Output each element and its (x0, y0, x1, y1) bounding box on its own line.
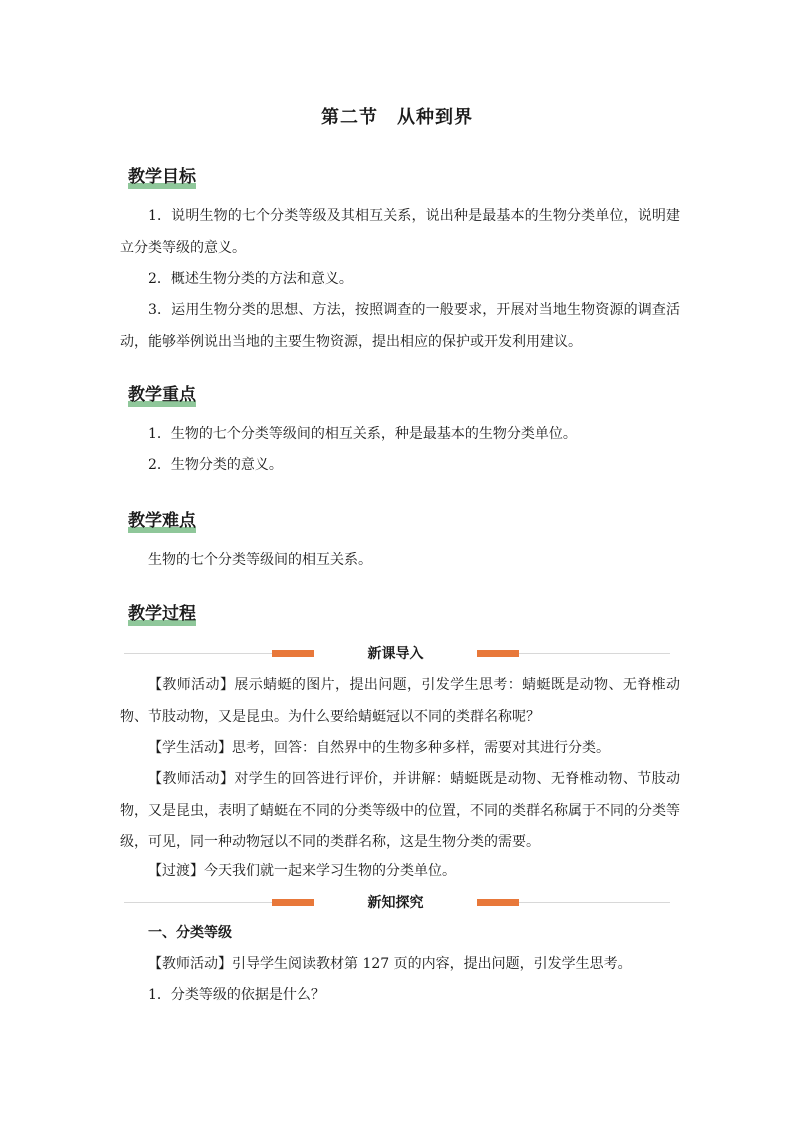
explore-para-2: 1．分类等级的依据是什么？ (148, 987, 325, 1003)
section-divider-intro (124, 645, 670, 663)
intro-para-3: 【教师活动】对学生的回答进行评价，并讲解：蜻蜓既是动物、无脊椎动物、节肢动物，又是昆虫，表明了蜻蜓在不同的分类等级中的位置，不同的类群名称属于不同的分类等级，可见，同一种动物冠以不同的类群名称，这是生物分类的需要。 (120, 771, 680, 851)
difficulty-item-1: 生物的七个分类等级间的相互关系。 (148, 552, 372, 568)
intro-para-4: 【过渡】今天我们就一起来学习生物的分类单位。 (148, 863, 456, 879)
difficulties-heading-text: 教学难点 (128, 511, 196, 531)
divider-label-explore: 新知探究 (314, 892, 477, 912)
explore-para-1: 【教师活动】引导学生阅读教材第 127 页的内容，提出问题，引发学生思考。 (148, 956, 632, 972)
objective-item-2: 2．概述生物分类的方法和意义。 (148, 271, 353, 287)
objective-item-3: 3．运用生物分类的思想、方法，按照调查的一般要求，开展对当地生物资源的调查活动，能够举例说出当地的主要生物资源，提出相应的保护或开发利用建议。 (120, 302, 680, 350)
intro-para-2: 【学生活动】思考，回答：自然界中的生物多种多样，需要对其进行分类。 (148, 740, 610, 756)
divider-bar-left (272, 899, 314, 906)
divider-bar-right (477, 650, 519, 657)
process-heading (128, 599, 196, 624)
key-point-item-2: 2．生物分类的意义。 (148, 457, 283, 473)
objectives-heading (128, 162, 196, 187)
intro-para-1: 【教师活动】展示蜻蜓的图片，提出问题，引发学生思考：蜻蜓既是动物、无脊椎动物、节肢动物，又是昆虫。为什么要给蜻蜓冠以不同的类群名称呢？ (120, 677, 680, 725)
objectives-heading-text: 教学目标 (128, 167, 196, 187)
page-title: 第二节 从种到界 (321, 107, 473, 128)
divider-label-intro: 新课导入 (314, 643, 477, 663)
sub-heading-classification-levels: 一、分类等级 (148, 925, 232, 941)
key-point-item-1: 1．生物的七个分类等级间的相互关系，种是最基本的生物分类单位。 (148, 426, 577, 442)
section-divider-explore (124, 894, 670, 912)
key-points-heading-text: 教学重点 (128, 385, 196, 405)
key-points-heading (128, 380, 196, 405)
process-heading-text: 教学过程 (128, 604, 196, 624)
objective-item-1: 1．说明生物的七个分类等级及其相互关系，说出种是最基本的生物分类单位，说明建立分类等级的意义。 (120, 208, 680, 256)
divider-bar-right (477, 899, 519, 906)
difficulties-heading (128, 506, 196, 531)
divider-bar-left (272, 650, 314, 657)
